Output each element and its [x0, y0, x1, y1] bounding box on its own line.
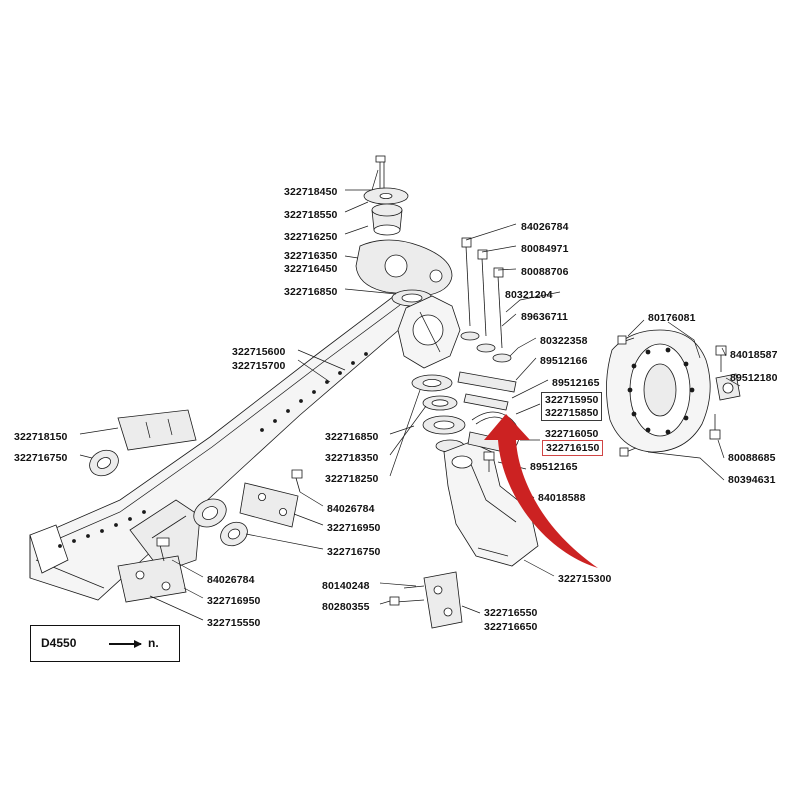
- part-label: 322718550: [284, 209, 338, 221]
- part-label-highlighted: 322716150: [542, 440, 603, 456]
- part-label: 322716250: [284, 231, 338, 243]
- part-label: 84018588: [538, 492, 586, 504]
- part-label: 322716550: [484, 607, 538, 619]
- part-label: 84026784: [327, 503, 375, 515]
- part-label: 322716050: [545, 428, 599, 440]
- part-label: 322715950: [545, 394, 599, 406]
- part-label: 80084971: [521, 243, 569, 255]
- part-label: 80321204: [505, 289, 553, 301]
- part-label: 84026784: [521, 221, 569, 233]
- mid-bearing-stack: [412, 375, 465, 452]
- part-label: 322715550: [207, 617, 261, 629]
- part-label: 89512165: [530, 461, 578, 473]
- part-label: 89636711: [521, 311, 568, 323]
- part-label: 322716650: [484, 621, 538, 633]
- part-label: 322716350: [284, 250, 338, 262]
- part-label-group: [541, 392, 602, 421]
- part-label: 89512166: [540, 355, 588, 367]
- part-label: 322718250: [325, 473, 379, 485]
- part-label: 84018587: [730, 349, 778, 361]
- part-label: 89512180: [730, 372, 778, 384]
- wheel-hub-assembly: [606, 330, 740, 456]
- part-label: 80140248: [322, 580, 370, 592]
- right-arrow-icon: [109, 643, 141, 645]
- part-label: 80176081: [648, 312, 696, 324]
- part-label: 80280355: [322, 601, 370, 613]
- part-label: 322718350: [325, 452, 379, 464]
- part-label: 322715700: [232, 360, 286, 372]
- part-label: 80088706: [521, 266, 569, 278]
- part-label: 322716850: [284, 286, 338, 298]
- part-label: 80394631: [728, 474, 776, 486]
- part-label: 89512165: [552, 377, 600, 389]
- part-label: 84026784: [207, 574, 255, 586]
- legend-box: [30, 625, 180, 662]
- part-label: 322716950: [327, 522, 381, 534]
- part-label: 322715850: [545, 406, 599, 419]
- left-bushing: [85, 445, 123, 480]
- legend-suffix: n.: [148, 636, 159, 650]
- legend-code: D4550: [41, 636, 77, 650]
- part-label: 322716850: [325, 431, 379, 443]
- part-label: 80322358: [540, 335, 588, 347]
- part-label: 322715300: [558, 573, 612, 585]
- part-label: 322716750: [14, 452, 68, 464]
- part-label: 322716950: [207, 595, 261, 607]
- part-label: 322715600: [232, 346, 286, 358]
- kingpin-stack: [356, 156, 452, 306]
- part-label: 322718450: [284, 186, 338, 198]
- left-bracket-plate: [118, 410, 196, 450]
- part-label: 80088685: [728, 452, 776, 464]
- part-label: 322716450: [284, 263, 338, 275]
- part-label: 322718150: [14, 431, 68, 443]
- part-label: 322716750: [327, 546, 381, 558]
- bottom-bracket: [390, 572, 462, 628]
